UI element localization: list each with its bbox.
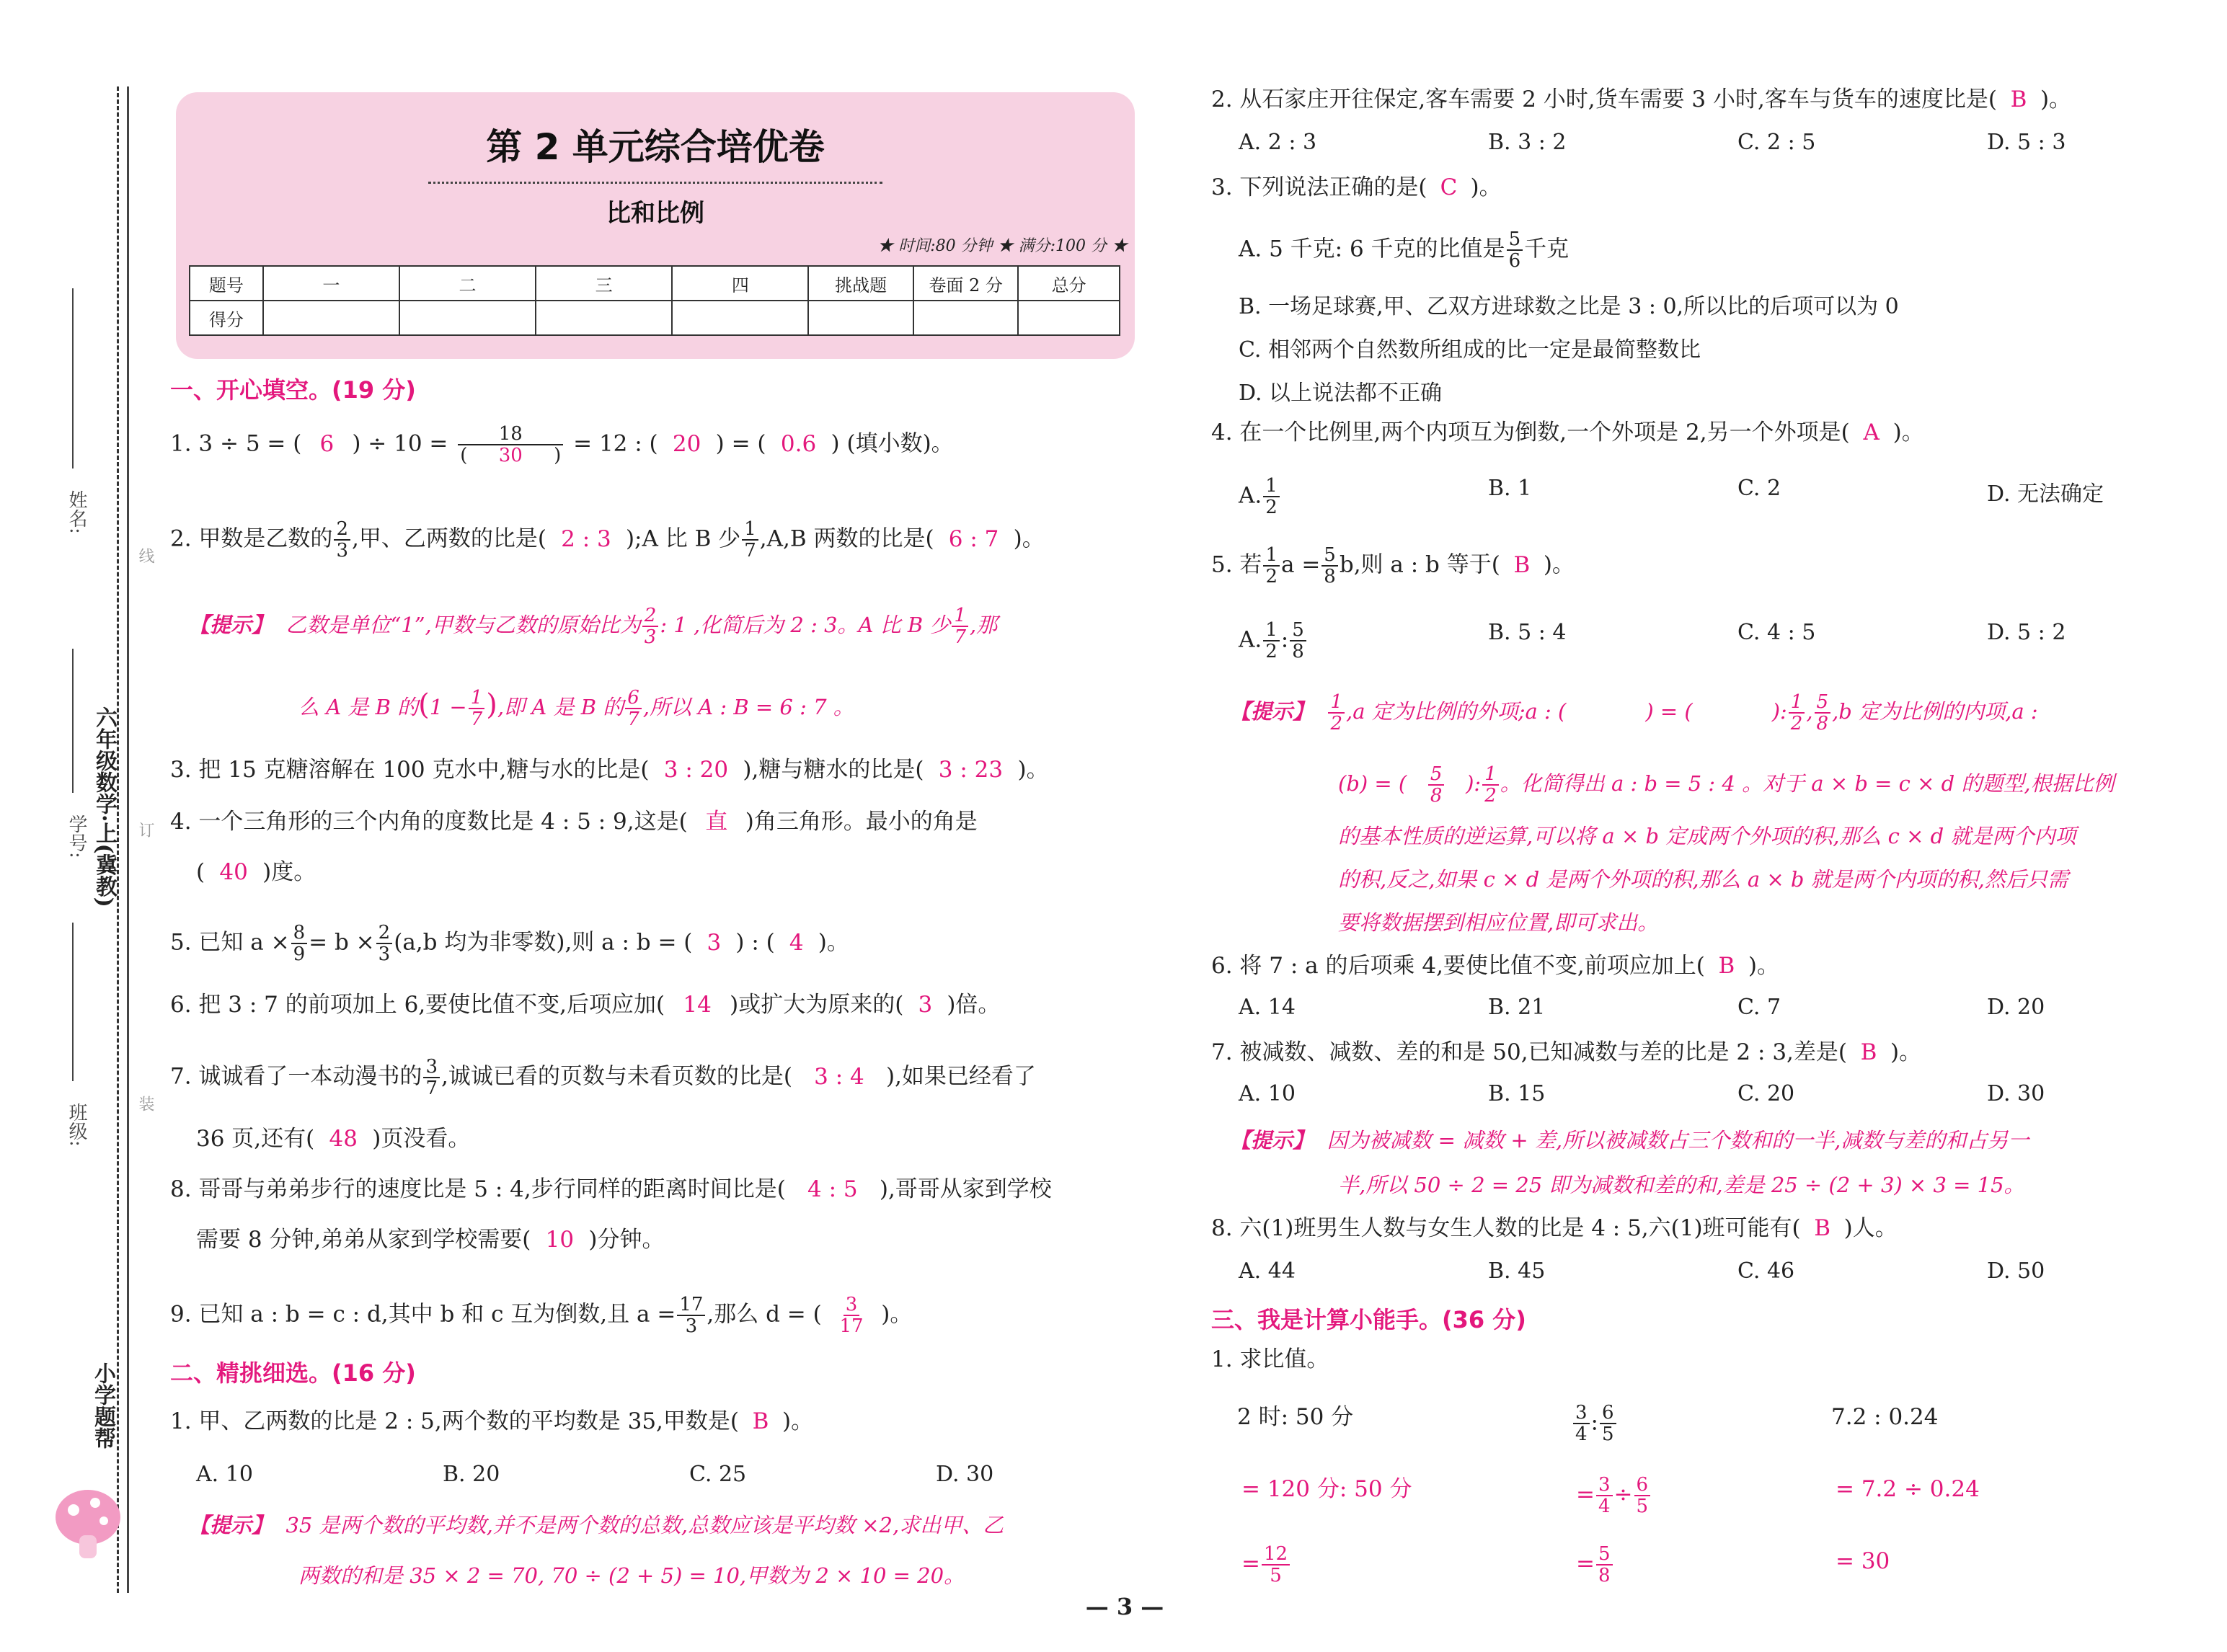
- choice-q7: 7. 被减数、减数、差的和是 50,已知减数与差的比是 2 : 3,差是( B )。: [1211, 1039, 1922, 1065]
- score-cell[interactable]: [263, 301, 399, 335]
- fraction: $\frac{6}{7}$: [625, 688, 642, 729]
- name-label: 姓名:: [66, 490, 87, 534]
- score-header-row: [190, 266, 1120, 301]
- answer: 3: [707, 929, 722, 956]
- hint-choice-q1: 【提示】 35 是两个数的平均数,并不是两个数的总数,总数应该是平均数 ×2,求出甲、乙: [189, 1513, 1004, 1537]
- answer: B: [1860, 1039, 1877, 1065]
- score-cell[interactable]: [672, 301, 808, 335]
- fraction: $\frac{5}{8}$: [1596, 1544, 1613, 1586]
- answer: 6: [319, 430, 335, 457]
- fraction: $\frac{1}{2}$: [1263, 545, 1280, 587]
- class-blank: [72, 923, 74, 1081]
- hint-choice-q5-line2: (b) = ( $\frac{5}{8}$ ): $\frac{1}{2}$ 。化简得出 a : b = 5 : 4 。对于 a × b = c × d 的题型,根据比例: [1338, 763, 2115, 807]
- fraction: $\frac{1}{7}$: [742, 519, 758, 561]
- fill-q5: 5. 已知 a × $\frac{8}{9}$ = b × $\frac{2}{3}$ (a,b 均为非零数),则 a : b = ( 3 ) : ( 4 )。: [170, 922, 849, 965]
- fill-q6: 6. 把 3 : 7 的前项加上 6,要使比值不变,后项应加( 14 )或扩大为原来的( 3 )倍。: [170, 992, 1001, 1018]
- option-d[interactable]: D. 30: [936, 1462, 994, 1487]
- hint-tag: 【提示】: [189, 613, 273, 637]
- fraction: $\frac{1}{7}$: [952, 605, 968, 647]
- option-a[interactable]: A. 2 : 3: [1239, 130, 1317, 155]
- score-header-cell: 三: [536, 266, 672, 301]
- calc-2-line1: $\frac{3}{4}$ : $\frac{6}{5}$: [1572, 1403, 1618, 1444]
- calc-3-line3: = 30: [1836, 1548, 1890, 1574]
- option-b[interactable]: B. 1: [1488, 476, 1532, 501]
- score-row-label: 得分: [190, 301, 263, 335]
- name-blank: [72, 288, 74, 468]
- answer: 3 : 4: [814, 1063, 864, 1090]
- choice-q6: 6. 将 7 : a 的后项乘 4,要使比值不变,前项应加上( B )。: [1211, 953, 1779, 979]
- fraction: $\frac{6}{5}$: [1634, 1475, 1651, 1516]
- score-table: [189, 265, 1120, 336]
- margin-rule: [127, 86, 129, 1593]
- choice-q2: 2. 从石家庄开往保定,客车需要 2 小时,货车需要 3 小时,客车与货车的速度比是( B )。: [1211, 86, 2072, 112]
- cut-mark-ding: 订: [136, 822, 154, 838]
- hint-q2-line1: 【提示】 乙数是单位“1”,甲数与乙数的原始比为 $\frac{2}{3}$ : 1 ,化简后为 2 : 3。A 比 B 少 $\frac{1}{7}$ ,那: [189, 605, 998, 648]
- score-header-cell: 题号: [190, 266, 263, 301]
- answer: 3: [918, 992, 933, 1018]
- option-b[interactable]: B. 21: [1488, 995, 1546, 1020]
- hint-choice-q5-line3: 的基本性质的逆运算,可以将 a × b 定成两个外项的积,那么 c × d 就是两个内项: [1338, 824, 2076, 848]
- answer: 3 : 23: [938, 757, 1004, 783]
- q-text: 1. 3 ÷ 5 = (: [170, 430, 302, 457]
- option-a[interactable]: A. 10: [196, 1462, 253, 1487]
- option-b[interactable]: B. 3 : 2: [1488, 130, 1567, 155]
- option-b[interactable]: B. 一场足球赛,甲、乙双方进球数之比是 3 : 0,所以比的后项可以为 0: [1239, 294, 1899, 319]
- choice-q3: 3. 下列说法正确的是( C )。: [1211, 174, 1502, 200]
- fraction: $\frac{6}{5}$: [1600, 1403, 1616, 1444]
- score-cell[interactable]: [399, 301, 536, 335]
- fraction: $\frac{17}{3}$: [677, 1294, 705, 1336]
- exam-meta: ★ 时间:80 分钟 ★ 满分:100 分 ★: [877, 237, 1128, 255]
- option-a[interactable]: A. $\frac{1}{2}$ : $\frac{5}{8}$: [1239, 620, 1308, 662]
- answer: A: [1863, 419, 1880, 445]
- calc-q1: 1. 求比值。: [1211, 1346, 1329, 1372]
- option-d[interactable]: D. 5 : 2: [1987, 620, 2066, 645]
- choice-q8: 8. 六(1)班男生人数与女生人数的比是 4 : 5,六(1)班可能有( B )人。: [1211, 1215, 1898, 1241]
- answer: B: [2010, 86, 2027, 112]
- section-1-title: 一、开心填空。(19 分): [170, 376, 416, 404]
- fill-q8-cont: 需要 8 分钟,弟弟从家到学校需要( 10 )分钟。: [196, 1227, 665, 1253]
- option-a[interactable]: A. 10: [1239, 1081, 1296, 1106]
- hint-choice-q7-cont: 半,所以 50 ÷ 2 = 25 即为减数和差的和,差是 25 ÷ (2 + 3) × 3 = 15。: [1338, 1173, 2025, 1197]
- fill-q9: 9. 已知 a : b = c : d,其中 b 和 c 互为倒数,且 a = $\frac{17}{3}$ ,那么 d = ( $\frac{3}{17}$ )。: [170, 1294, 913, 1337]
- score-header-cell: 总分: [1018, 266, 1120, 301]
- option-c[interactable]: C. 25: [689, 1462, 747, 1487]
- score-header-cell: 卷面 2 分: [913, 266, 1018, 301]
- answer: 0.6: [780, 430, 817, 457]
- hint-choice-q5-line1: 【提示】 $\frac{1}{2}$ ,a 定为比例的外项;a : ( ) = ( ): $\frac{1}{2}$ , $\frac{5}{8}$ ,b 定为比例的内项,a :: [1230, 691, 2038, 734]
- hint-tag: 【提示】: [1230, 1128, 1314, 1153]
- fraction: $\frac{1}{2}$: [1789, 692, 1805, 734]
- fill-q7-cont: 36 页,还有( 48 )页没看。: [196, 1126, 471, 1152]
- fill-q4: 4. 一个三角形的三个内角的度数比是 4 : 5 : 9,这是( 直 )角三角形。最小的角是: [170, 809, 978, 835]
- score-cell[interactable]: [913, 301, 1018, 335]
- calc-1-line3: = $\frac{12}{5}$: [1241, 1544, 1291, 1586]
- option-c[interactable]: C. 7: [1737, 995, 1781, 1020]
- answer: B: [1718, 953, 1735, 979]
- section-2-title: 二、精挑细选。(16 分): [170, 1359, 416, 1387]
- fraction: $\frac{3}{4}$: [1596, 1475, 1613, 1516]
- fraction: $\frac{5}{8}$: [1428, 764, 1445, 806]
- fraction: 18 ( 30 ): [456, 424, 565, 466]
- answer: 20: [672, 430, 701, 457]
- score-header-cell: 二: [399, 266, 536, 301]
- option-c[interactable]: C. 20: [1737, 1081, 1795, 1106]
- option-a[interactable]: A. 5 千克: 6 千克的比值是 $\frac{5}{6}$ 千克: [1239, 228, 1569, 272]
- hint-choice-q5-line4: 的积,反之,如果 c × d 是两个外项的积,那么 a × b 就是两个内项的积,然后只需: [1338, 867, 2068, 892]
- fill-q2: 2. 甲数是乙数的 $\frac{2}{3}$ ,甲、乙两数的比是( 2 : 3 );A 比 B 少 $\frac{1}{7}$ ,A,B 两数的比是( 6 : 7 )。: [170, 518, 1045, 561]
- page-subtitle: 比和比例: [606, 199, 704, 228]
- choice-q5: 5. 若 $\frac{1}{2}$ a = $\frac{5}{8}$ b,则 a : b 等于( B )。: [1211, 544, 1575, 587]
- q-text: = 12 : (: [573, 430, 658, 457]
- fill-q8: 8. 哥哥与弟弟步行的速度比是 5 : 4,步行同样的距离时间比是( 4 : 5 ),哥哥从家到学校: [170, 1176, 1052, 1202]
- grade-label: 六年级数学·上(冀教): [92, 706, 117, 907]
- page-title: 第 2 单元综合培优卷: [486, 126, 825, 168]
- hint-q2-line2: 么 A 是 B 的(1 − $\frac{1}{7}$ ),即 A 是 B 的 $\frac{6}{7}$ ,所以 A : B = 6 : 7 。: [298, 687, 854, 730]
- answer: 48: [329, 1126, 358, 1152]
- score-cell[interactable]: [536, 301, 672, 335]
- fraction: $\frac{1}{2}$: [1263, 476, 1280, 518]
- calc-2-line3: = $\frac{5}{8}$: [1576, 1544, 1614, 1586]
- choice-q4: 4. 在一个比例里,两个内项互为倒数,一个外项是 2,另一个外项是( A )。: [1211, 419, 1924, 445]
- answer-fraction: $\frac{3}{17}$: [839, 1294, 864, 1337]
- answer: 直: [705, 809, 728, 835]
- fraction: $\frac{3}{4}$: [1573, 1403, 1590, 1444]
- score-cell[interactable]: [1018, 301, 1120, 335]
- fraction: $\frac{5}{8}$: [1815, 692, 1831, 734]
- calc-3-line1: 7.2 : 0.24: [1831, 1404, 1939, 1430]
- option-b[interactable]: B. 20: [443, 1462, 500, 1487]
- score-cell[interactable]: [808, 301, 913, 335]
- score-header-cell: 四: [672, 266, 808, 301]
- fraction: $\frac{2}{3}$: [334, 519, 350, 561]
- option-b[interactable]: B. 15: [1488, 1081, 1546, 1106]
- hint-choice-q7: 【提示】 因为被减数 = 减数 + 差,所以被减数占三个数和的一半,减数与差的和占另一: [1230, 1128, 2029, 1153]
- q-text: ) = (: [715, 430, 766, 457]
- option-d[interactable]: D. 20: [1987, 995, 2045, 1020]
- calc-3-line2: = 7.2 ÷ 0.24: [1836, 1476, 1980, 1502]
- page-number: — 3 —: [1085, 1593, 1164, 1620]
- option-d[interactable]: D. 30: [1987, 1081, 2045, 1106]
- answer: 3 : 20: [663, 757, 729, 783]
- answer: 10: [545, 1227, 575, 1253]
- cut-mark-xian: 线: [136, 548, 154, 564]
- option-b[interactable]: B. 45: [1488, 1258, 1546, 1284]
- fill-q4-cont: ( 40 )度。: [196, 859, 316, 885]
- calc-1-line1: 2 时: 50 分: [1237, 1404, 1354, 1430]
- fraction: $\frac{5}{6}$: [1507, 229, 1523, 271]
- hint-tag: 【提示】: [189, 1513, 273, 1537]
- answer: 4: [789, 929, 804, 956]
- answer: B: [752, 1408, 769, 1434]
- fill-q1: [170, 424, 954, 466]
- fraction: $\frac{2}{3}$: [642, 605, 659, 647]
- calc-1-line2: = 120 分: 50 分: [1241, 1476, 1412, 1502]
- fill-q3: 3. 把 15 克糖溶解在 100 克水中,糖与水的比是( 3 : 20 ),糖与糖水的比是( 3 : 23 )。: [170, 757, 1049, 783]
- option-c[interactable]: C. 4 : 5: [1737, 620, 1816, 645]
- fraction: $\frac{12}{5}$: [1262, 1544, 1290, 1586]
- score-header-cell: 挑战题: [808, 266, 913, 301]
- fraction: $\frac{8}{9}$: [291, 923, 308, 964]
- class-label: 班级:: [66, 1103, 87, 1147]
- option-d[interactable]: D. 5 : 3: [1987, 130, 2066, 155]
- answer: 2 : 3: [561, 525, 611, 552]
- id-label: 学号:: [66, 814, 87, 858]
- option-c[interactable]: C. 2: [1737, 476, 1781, 501]
- hint-choice-q1-cont: 两数的和是 35 × 2 = 70, 70 ÷ (2 + 5) = 10,甲数为 2 × 10 = 20。: [298, 1563, 965, 1588]
- option-a[interactable]: A. 14: [1239, 995, 1296, 1020]
- fraction: $\frac{1}{7}$: [469, 688, 485, 729]
- option-a[interactable]: A. $\frac{1}{2}$: [1239, 476, 1281, 518]
- option-d[interactable]: D. 无法确定: [1987, 481, 2104, 507]
- brand-label: 小学题帮: [90, 1362, 115, 1449]
- answer: 14: [683, 992, 712, 1018]
- section-3-title: 三、我是计算小能手。(36 分): [1211, 1306, 1526, 1333]
- q-text: ) ÷ 10 =: [352, 430, 448, 457]
- option-a[interactable]: A. 44: [1239, 1258, 1296, 1284]
- q-text: ) (填小数)。: [831, 430, 954, 457]
- score-header-cell: 一: [263, 266, 399, 301]
- option-d[interactable]: D. 以上说法都不正确: [1239, 381, 1443, 406]
- fraction: $\frac{1}{2}$: [1328, 692, 1345, 734]
- fraction: $\frac{3}{7}$: [423, 1057, 440, 1098]
- hint-tag: 【提示】: [1230, 699, 1314, 724]
- cut-mark-zhuang: 装: [136, 1096, 154, 1111]
- fill-q7: 7. 诚诚看了一本动漫书的 $\frac{3}{7}$ ,诚诚已看的页数与未看页数的比是( 3 : 4 ),如果已经看了: [170, 1056, 1036, 1099]
- answer: B: [1814, 1215, 1831, 1241]
- fraction: $\frac{1}{2}$: [1263, 620, 1280, 662]
- header-box: [176, 92, 1135, 359]
- answer: 6 : 7: [948, 525, 999, 552]
- choice-q1: 1. 甲、乙两数的比是 2 : 5,两个数的平均数是 35,甲数是( B )。: [170, 1408, 814, 1434]
- option-b[interactable]: B. 5 : 4: [1488, 620, 1567, 645]
- fraction: $\frac{5}{8}$: [1290, 620, 1306, 662]
- option-c[interactable]: C. 相邻两个自然数所组成的比一定是最简整数比: [1239, 337, 1701, 363]
- calc-2-line2: = $\frac{3}{4}$ ÷ $\frac{6}{5}$: [1576, 1475, 1652, 1516]
- option-c[interactable]: C. 2 : 5: [1737, 130, 1816, 155]
- score-row: [190, 301, 1120, 335]
- option-d[interactable]: D. 50: [1987, 1258, 2045, 1284]
- option-c[interactable]: C. 46: [1737, 1258, 1795, 1284]
- answer: B: [1513, 551, 1531, 578]
- fraction: $\frac{1}{2}$: [1482, 764, 1499, 806]
- mushroom-logo-icon: [52, 1485, 124, 1564]
- answer: 40: [219, 859, 248, 885]
- answer: C: [1440, 174, 1458, 200]
- hint-choice-q5-line5: 要将数据摆到相应位置,即可求出。: [1338, 910, 1659, 935]
- answer: 4 : 5: [807, 1176, 858, 1202]
- fraction: $\frac{2}{3}$: [376, 923, 393, 964]
- title-divider: [428, 182, 882, 184]
- id-blank: [72, 649, 74, 793]
- fraction: $\frac{5}{8}$: [1321, 545, 1338, 587]
